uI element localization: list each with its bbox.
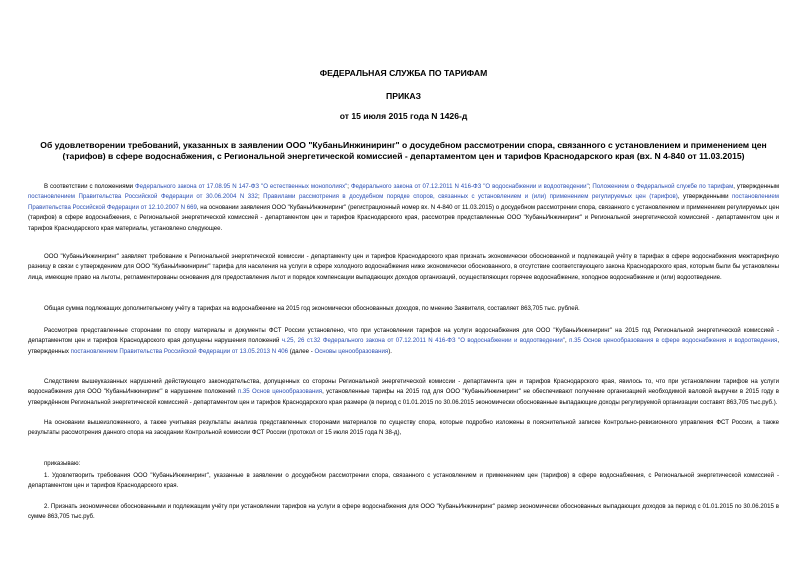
text-run: , установленные тарифы на 2015 год для ООО "КубаньИнжиниринг" не обеспечивают получение организацией необходимой валовой выручки в 2015 году в утверждённом Региональной энергетической комиссией - департаментом цен и тарифов Краснодарского края размере (в период с 01.01.2015 по 30.06.2015 экономически обоснованные выпадающие доходы регулируемой организации составят 863,705 тыс.руб.). <box>28 388 779 406</box>
link-fst-regulation[interactable]: Положением о Федеральной службе по тарифам <box>592 183 734 190</box>
text-run: , на основании заявления ООО "КубаньИнжиниринг" (регистрационный номер вх. N 4-840 от 11.03.2015) о досудебном рассмотрении спора, связанного с установлением и применением регулируемых цен (тарифов) в сфере водоснабжения, с Региональной энергетической комиссией - департаментом цен и тарифов Краснодарского края, рассмотрев представленные ООО "КубаньИнжиниринг" и Региональной энергетической комиссией - департаментом цен и тарифов Краснодарского края материалы, установлено следующее. <box>28 203 779 232</box>
document-type-heading: ПРИКАЗ <box>386 91 421 101</box>
text-run: , утвержденными <box>677 193 732 201</box>
document-date-number: от 15 июля 2015 года N 1426-д <box>339 111 468 121</box>
text-run: , утвержденных <box>28 337 780 355</box>
text-run: ; <box>588 183 593 190</box>
paragraph-consequences <box>28 377 779 408</box>
text-run: (далее - <box>288 347 315 355</box>
link-law-416-articles[interactable]: ч.25, 26 ст.32 Федерального закона от 07.12.2011 N 416-ФЗ "О водоснабжении и водоотведении" <box>281 337 565 345</box>
text-run: , утвержденным <box>733 183 780 190</box>
text-run: Рассмотрев представленные сторонами по спору материалы и документы ФСТ России установлено, что при установлении тарифов на услуги водоснабжения для ООО "КубаньИнжиниринг" на 2015 год Региональной энергетической комиссией - департаментом цен и тарифов Краснодарского края допущены нарушения положений <box>28 327 779 345</box>
paragraph-claim: ООО "КубаньИнжиниринг" заявляет требование к Региональной энергетической комиссии - департаменту цен и тарифов Краснодарского края признать экономически обоснованной и подлежащей учёту в тарифах в сфере водоснабжения межтарифную разницу в связи с утверждением для ООО "КубаньИнжиниринг" тарифа для населения на услуги в сфере холодного водоснабжения ниже экономически обоснованного, в отсутствие соответствующего закона Краснодарского края, которым были бы установлены лица, имеющие право на льготы, регламентированы основания для предоставления льгот и порядок компенсации выпадающих доходов организаций, осуществляющих горячее водоснабжение, холодное водоснабжение и (или) водоотведение. <box>28 253 779 281</box>
paragraph-findings <box>28 326 779 357</box>
link-federal-law-416[interactable]: Федерального закона от 07.12.2011 N 416-ФЗ "О водоснабжении и водоотведении" <box>350 183 589 190</box>
text-run: ; <box>257 193 264 201</box>
link-government-decree-669[interactable]: постановлением Правительства Российской Федерации от 12.10.2007 N 669 <box>28 193 779 211</box>
link-federal-law-147[interactable]: Федерального закона от 17.08.95 N 147-ФЗ "О естественных монополиях" <box>135 183 348 190</box>
paragraph-grounds: На основании вышеизложенного, а также учитывая результаты анализа представленных сторонами материалов по существу спора, которые подробно изложены в пояснительной записке Контрольно-ревизионного управления ФСТ России, а также результаты рассмотрения данного спора на заседании Контрольной комиссии ФСТ России (протокол от 15 июля 2015 года N 38-д), <box>28 419 779 437</box>
link-pricing-basics-p35-second[interactable]: п.35 Основ ценообразования <box>237 388 323 396</box>
paragraph-legal-basis <box>28 182 779 234</box>
agency-heading: ФЕДЕРАЛЬНАЯ СЛУЖБА ПО ТАРИФАМ <box>319 68 488 78</box>
link-dispute-rules[interactable]: Правилами рассмотрения в досудебном порядке споров, связанных с установлением и (или) применением регулируемых цен (тарифов) <box>263 193 678 201</box>
text-run: Следствием вышеуказанных нарушений действующего законодательства, допущенных со стороны Региональной энергетической комиссии - департамента цен и тарифов Краснодарского края, явилось то, что при установлении тарифов на услуги водоснабжения для ООО "КубаньИнжиниринг" в нарушение положений <box>28 378 779 396</box>
paragraph-total-amount: Общая сумма подлежащих дополнительному учёту в тарифах на водоснабжение на 2015 год экономически обоснованных доходов, по мнению Заявителя, составляет 863,705 тыс. рублей. <box>44 305 580 312</box>
link-government-decree-406[interactable]: постановлением Правительства Российской Федерации от 13.05.2013 N 406 <box>70 347 289 355</box>
paragraph-order-intro: приказываю: <box>44 460 81 467</box>
paragraph-order-item-2: 2. Признать экономически обоснованными и подлежащим учёту при установлении тарифов на услуги в сфере водоснабжения для ООО "КубаньИнжиниринг" размер экономически обоснованных выпадающих доходов за период с 01.01.2015 по 30.06.2015 в сумме 863,705 тыс.руб. <box>28 503 779 521</box>
text-run: ; <box>347 183 351 190</box>
text-run: В соответствии с положениями <box>44 183 136 190</box>
paragraph-order-item-1: 1. Удовлетворить требования ООО "КубаньИнжиниринг", указанные в заявлении о досудебном рассмотрении спора, связанного с установлением и применением цен (тарифов) в сфере водоснабжения, с Региональной энергетической комиссией - департаментом цен и тарифов Краснодарского края. <box>28 472 779 490</box>
link-pricing-basics-p35[interactable]: п.35 Основ ценообразования в сфере водоснабжения и водоотведения <box>569 337 778 345</box>
text-run: , <box>564 337 570 345</box>
link-government-decree-332[interactable]: постановлением Правительства Российской Федерации от 30.06.2004 N 332 <box>28 193 258 201</box>
document-title: Об удовлетворении требований, указанных в заявлении ООО "КубаньИнжиниринг" о досудебном рассмотрении спора, связанного с установлением и применением цен (тарифов) в сфере водоснабжения, с Региональной энергетической комиссией - департаментом цен и тарифов Краснодарского края (вх. N 4-840 от 11.03.2015) <box>40 140 767 161</box>
link-pricing-basics[interactable]: Основы ценообразования <box>314 347 389 355</box>
text-run: ). <box>388 347 392 355</box>
